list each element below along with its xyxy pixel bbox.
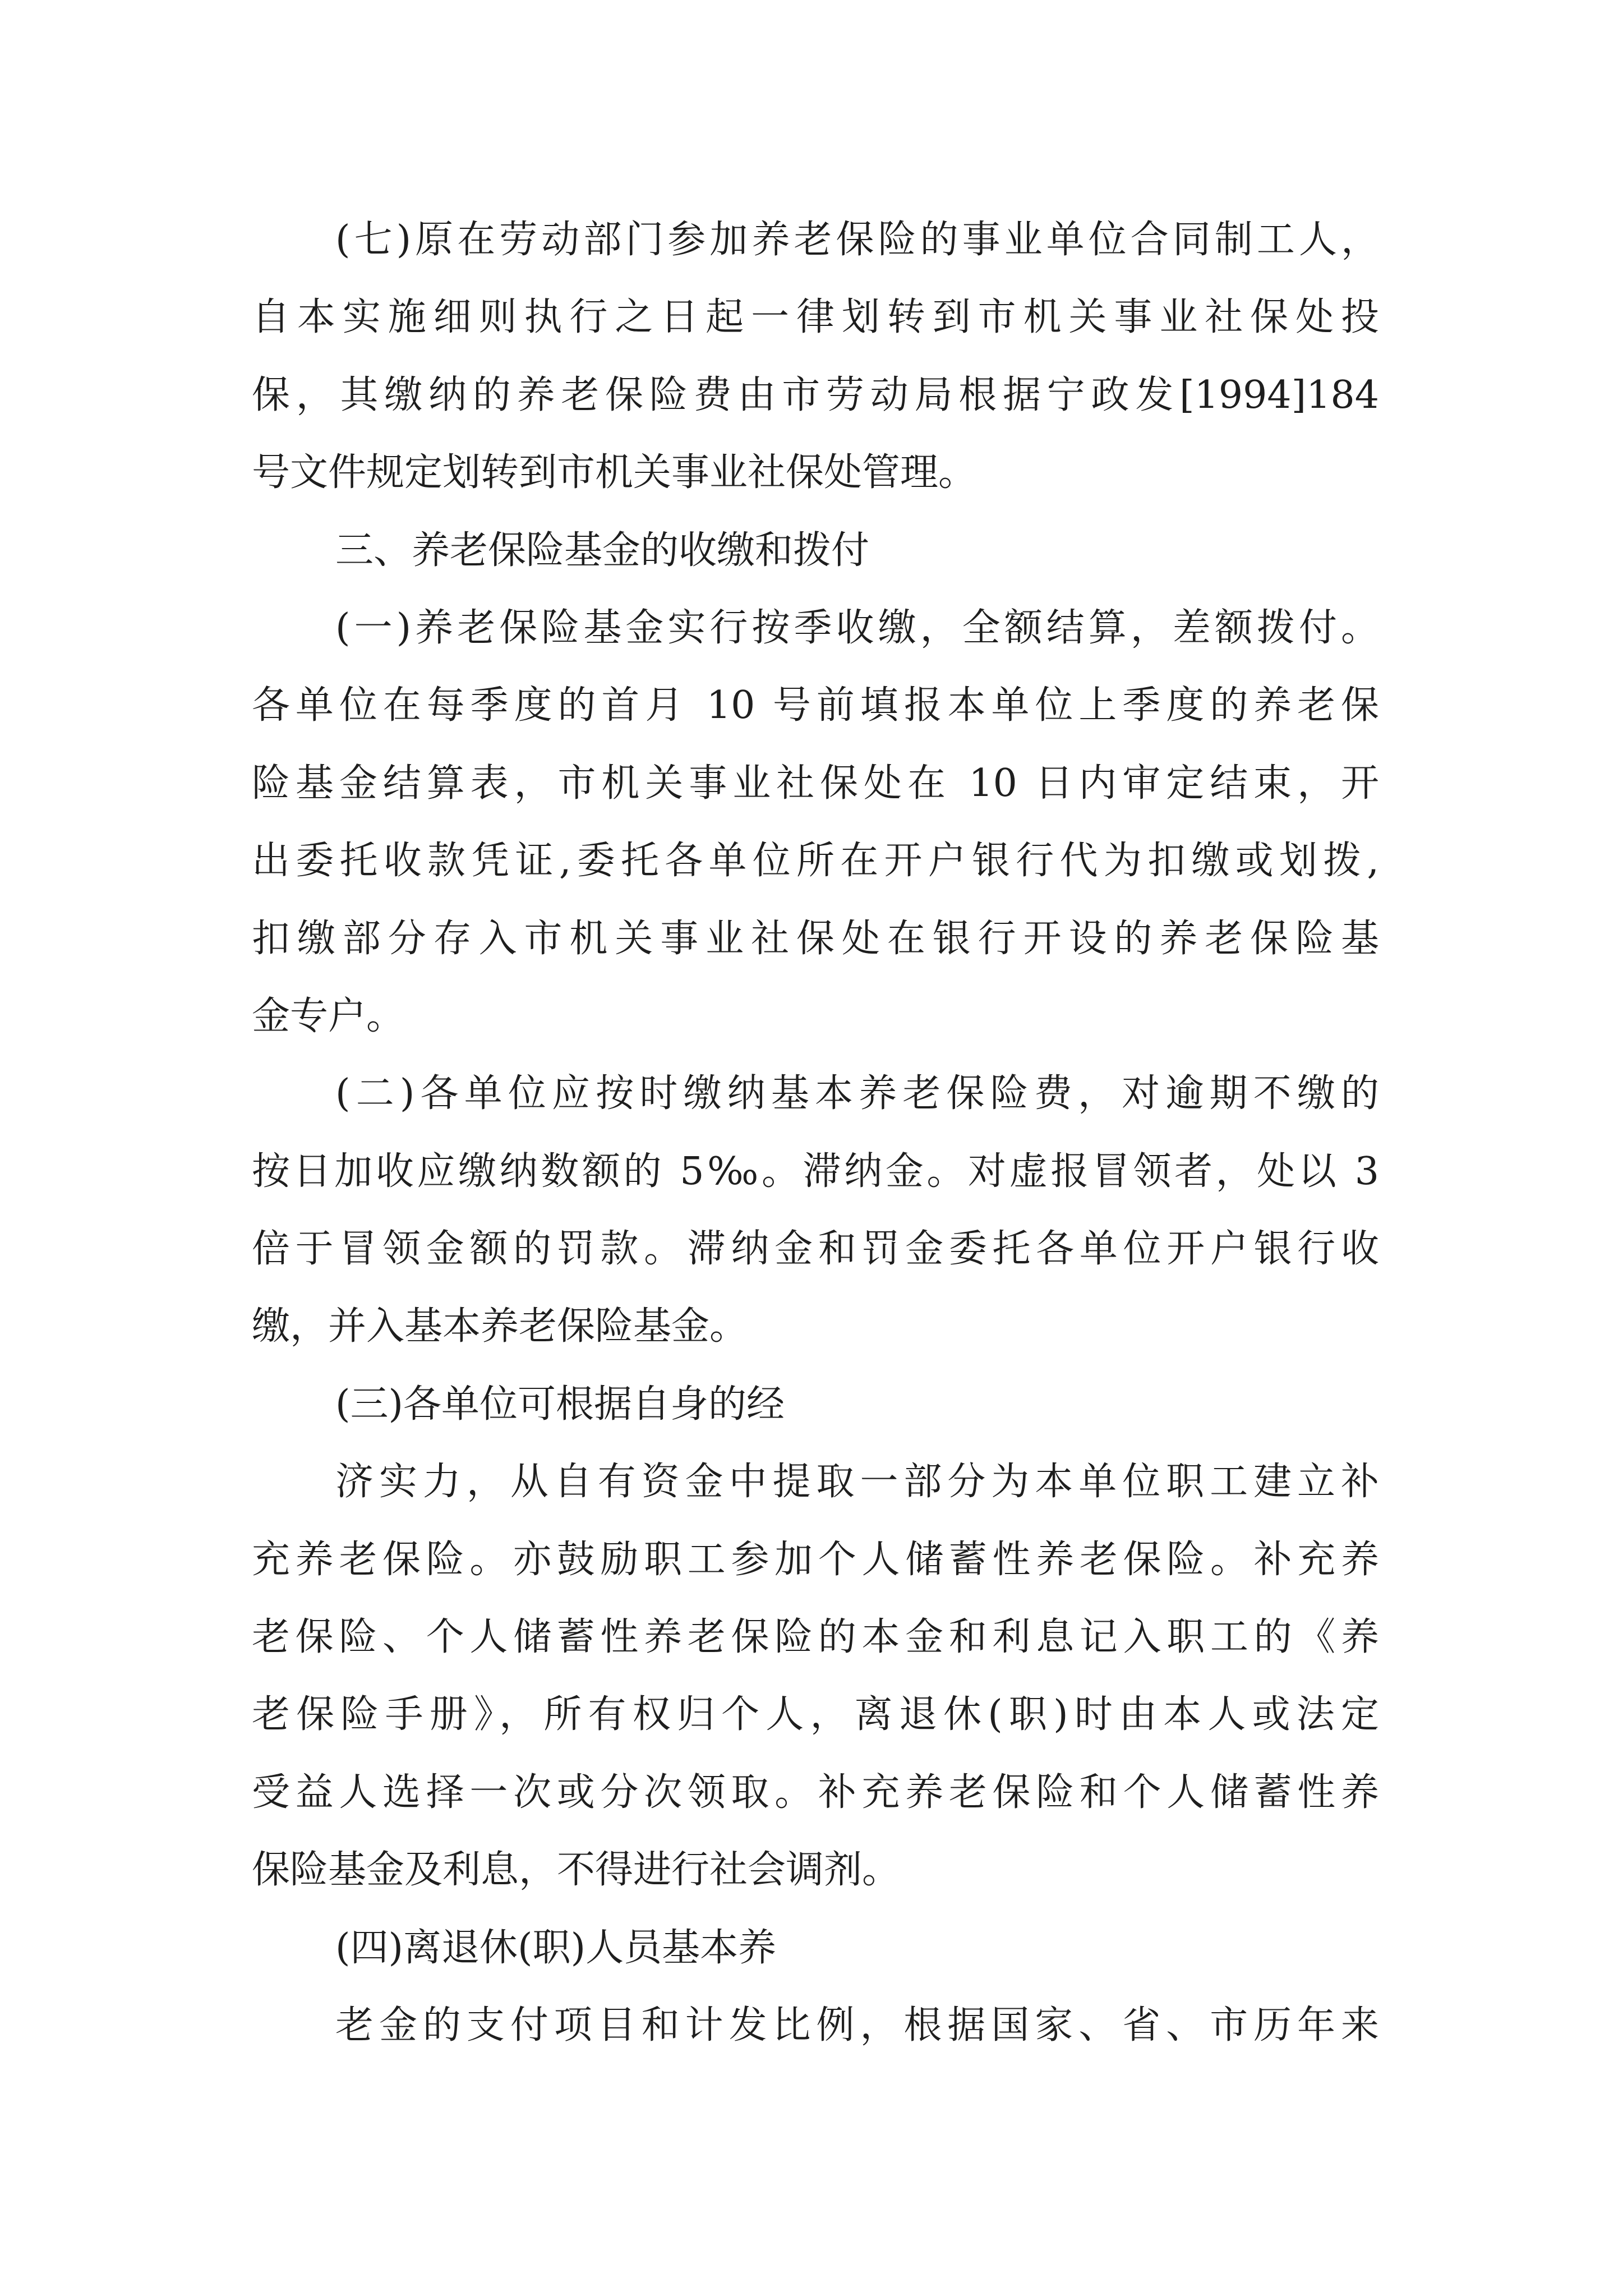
text-line: 出委托收款凭证,委托各单位所在开户银行代为扣缴或划拨, [252, 839, 1379, 884]
text-line: (三)各单位可根据自身的经 [335, 1382, 785, 1427]
text-line: 充养老保险。亦鼓励职工参加个人储蓄性养老保险。补充养 [252, 1537, 1379, 1582]
text-line: 老保险、个人储蓄性养老保险的本金和利息记入职工的《养 [252, 1615, 1379, 1660]
text-line: 按日加收应缴纳数额的 5‰。滞纳金。对虚报冒领者，处以 3 [252, 1149, 1379, 1194]
text-line: 老保险手册》，所有权归个人，离退休(职)时由本人或法定 [252, 1692, 1379, 1737]
text-line: 老金的支付项目和计发比例，根据国家、省、市历年来 [335, 2003, 1379, 2047]
text-line: 保，其缴纳的养老保险费由市劳动局根据宁政发[1994]184 [252, 372, 1379, 417]
text-line: 扣缴部分存入市机关事业社保处在银行开设的养老保险基 [252, 916, 1379, 961]
text-line: 自本实施细则执行之日起一律划转到市机关事业社保处投 [252, 295, 1379, 340]
text-line: (四)离退休(职)人员基本养 [335, 1925, 777, 1970]
document-body [252, 201, 1379, 2064]
text-line: 金专户。 [252, 993, 405, 1038]
text-line: 济实力，从自有资金中提取一部分为本单位职工建立补 [335, 1460, 1379, 1504]
text-line: (一)养老保险基金实行按季收缴，全额结算，差额拨付。 [335, 605, 1379, 650]
text-line: 三、养老保险基金的收缴和拨付 [335, 528, 870, 573]
text-line: 险基金结算表，市机关事业社保处在 10 日内审定结束，开 [252, 761, 1379, 806]
text-line: 受益人选择一次或分次领取。补充养老保险和个人储蓄性养 [252, 1770, 1379, 1815]
text-line: 缴，并入基本养老保险基金。 [252, 1304, 748, 1349]
text-line: 号文件规定划转到市机关事业社保处管理。 [252, 450, 977, 495]
text-line: 倍于冒领金额的罚款。滞纳金和罚金委托各单位开户银行收 [252, 1227, 1379, 1272]
text-line: 保险基金及利息，不得进行社会调剂。 [252, 1848, 901, 1893]
text-line: (二)各单位应按时缴纳基本养老保险费，对逾期不缴的 [335, 1071, 1379, 1116]
text-line: (七)原在劳动部门参加养老保险的事业单位合同制工人， [335, 218, 1379, 262]
text-line: 各单位在每季度的首月 10 号前填报本单位上季度的养老保 [252, 683, 1379, 728]
